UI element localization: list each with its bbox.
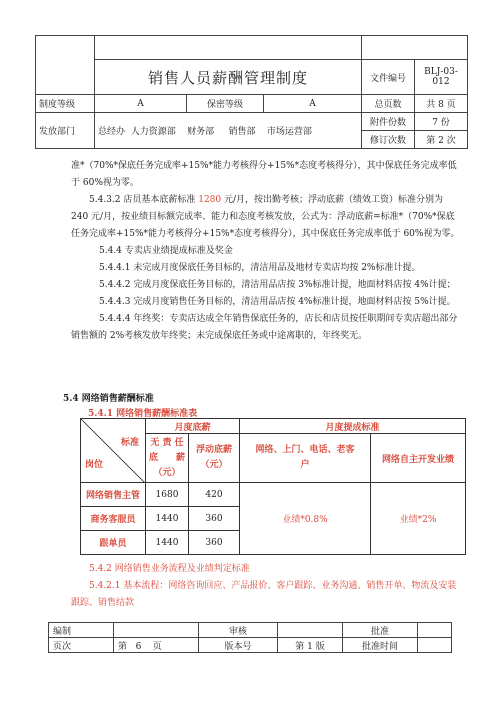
- approve-time-label: 批准时间: [343, 638, 418, 653]
- paragraph: 5.4.4.2 完成月度保底任务目标的，清洁用品店按 3%标准计提，地面材料店按 4%计提；: [99, 280, 456, 290]
- rate1-cell: 业绩*0.8%: [240, 483, 371, 555]
- paragraph: 5.4.4.3 完成月度销售任务目标的，清洁用品店按 4%标准计提，地面材料店按 5%计提。: [99, 297, 456, 307]
- diagonal-line: [81, 419, 145, 483]
- document-header: [35, 35, 468, 149]
- level-label: 制度等级: [36, 95, 95, 113]
- body-section: [71, 158, 463, 345]
- fixed-header: 无 责 任 底 薪 （元）: [146, 434, 189, 483]
- document-footer: [48, 622, 452, 653]
- paragraph: 5.4.2.1 基本流程：网络咨询回应、产品报价、客户跟踪、业务沟通、销售开单、物流及安装跟踪、销售结款: [71, 581, 457, 608]
- document-title: 销售人员薪酬管理制度: [95, 60, 362, 95]
- bonus2-header: 网络自主开发业绩: [371, 434, 466, 483]
- paragraph: 5.4.4 专卖店业绩提成标准及奖金: [99, 246, 233, 256]
- table-cell-float: 360: [189, 531, 240, 555]
- review-label: 审核: [199, 623, 278, 638]
- logo-cell: [36, 36, 95, 95]
- rate2-cell: 业绩*2%: [371, 483, 466, 555]
- diag-bottom-label: 岗位: [85, 460, 104, 470]
- table-row-post: 商务客服员: [81, 507, 146, 531]
- paragraph: 5.4.2 网络销售业务流程及业绩判定标准: [89, 564, 250, 574]
- secret-value: A: [264, 95, 362, 113]
- page-value: 第 6 页: [114, 638, 199, 653]
- doc-no-label: 文件编号: [362, 60, 415, 95]
- diagonal-header-cell: [81, 419, 146, 483]
- rev-value: 第 2 次: [415, 131, 468, 149]
- col-monthly: 月度底薪: [146, 419, 240, 434]
- pages-label: 总页数: [362, 95, 415, 113]
- table-cell-fixed: 1440: [146, 507, 189, 531]
- table-row-post: 网络销售主管: [81, 483, 146, 507]
- section-heading: 5.4 网络销售薪酬标准: [63, 394, 154, 404]
- paragraph: 5.4.4.4 年终奖：专卖店达成全年销售保底任务的，店长和店员按任职期间专卖店超出部分销售额的 2%考核发放年终奖；未完成保底任务或中途离职的，年终奖无。: [71, 314, 458, 341]
- table-cell-fixed: 1680: [146, 483, 189, 507]
- table-row-post: 跟单员: [81, 531, 146, 555]
- table-cell-fixed: 1440: [146, 531, 189, 555]
- doc-no: BLJ-03-012: [415, 60, 468, 95]
- edit-label: 编制: [49, 623, 114, 638]
- page-label: 页次: [49, 638, 114, 653]
- dept-label: 发放部门: [36, 113, 95, 149]
- col-bonus: 月度提成标准: [240, 419, 466, 434]
- approve-label: 批准: [343, 623, 418, 638]
- subsection-heading: 5.4.1 网络销售薪酬标准表: [88, 409, 198, 419]
- pages-value: 共 8 页: [415, 95, 468, 113]
- paragraph: 准*（70%*保底任务完成率+15%*能力考核得分+15%*态度考核得分），其中保底任务完成率低于 60%视为零。: [71, 161, 457, 188]
- table-cell-float: 360: [189, 507, 240, 531]
- paragraph-base-salary: 5.4.3.2 店员基本底薪标准 1280 元/月，按出勤考核；浮动底薪（绩效工资）标准分别为 240 元/月，按业绩目标额完成率、能力和态度考核发放，公式为：浮动底薪=标准*（70%*保底任务完成率+15%*能力考核得分+15%*态度考核得分），其中保底任务完成率低于 60%视为零。: [71, 195, 460, 239]
- copies-value: 7 份: [415, 113, 468, 131]
- bonus1-header: 网络、上门、电话、老客户: [240, 434, 371, 483]
- copies-label: 附件份数: [362, 113, 415, 131]
- secret-label: 保密等级: [187, 95, 264, 113]
- level-value: A: [95, 95, 187, 113]
- after-section: [71, 561, 463, 612]
- dept-list: 总经办 人力资源部 财务部 销售部 市场运营部: [95, 113, 362, 149]
- float-header: 浮动底薪 （元）: [189, 434, 240, 483]
- version-value: 第 1 版: [278, 638, 343, 653]
- version-label: 版本号: [199, 638, 278, 653]
- highlight-amount: 1280: [198, 195, 222, 205]
- paragraph: 5.4.4.1 未完成月度保底任务目标的，清洁用品及地材专卖店均按 2%标准计提。: [99, 263, 421, 273]
- table-cell-float: 420: [189, 483, 240, 507]
- diag-top-label: 标准: [120, 438, 139, 448]
- rev-label: 修订次数: [362, 131, 415, 149]
- salary-table: [80, 418, 466, 555]
